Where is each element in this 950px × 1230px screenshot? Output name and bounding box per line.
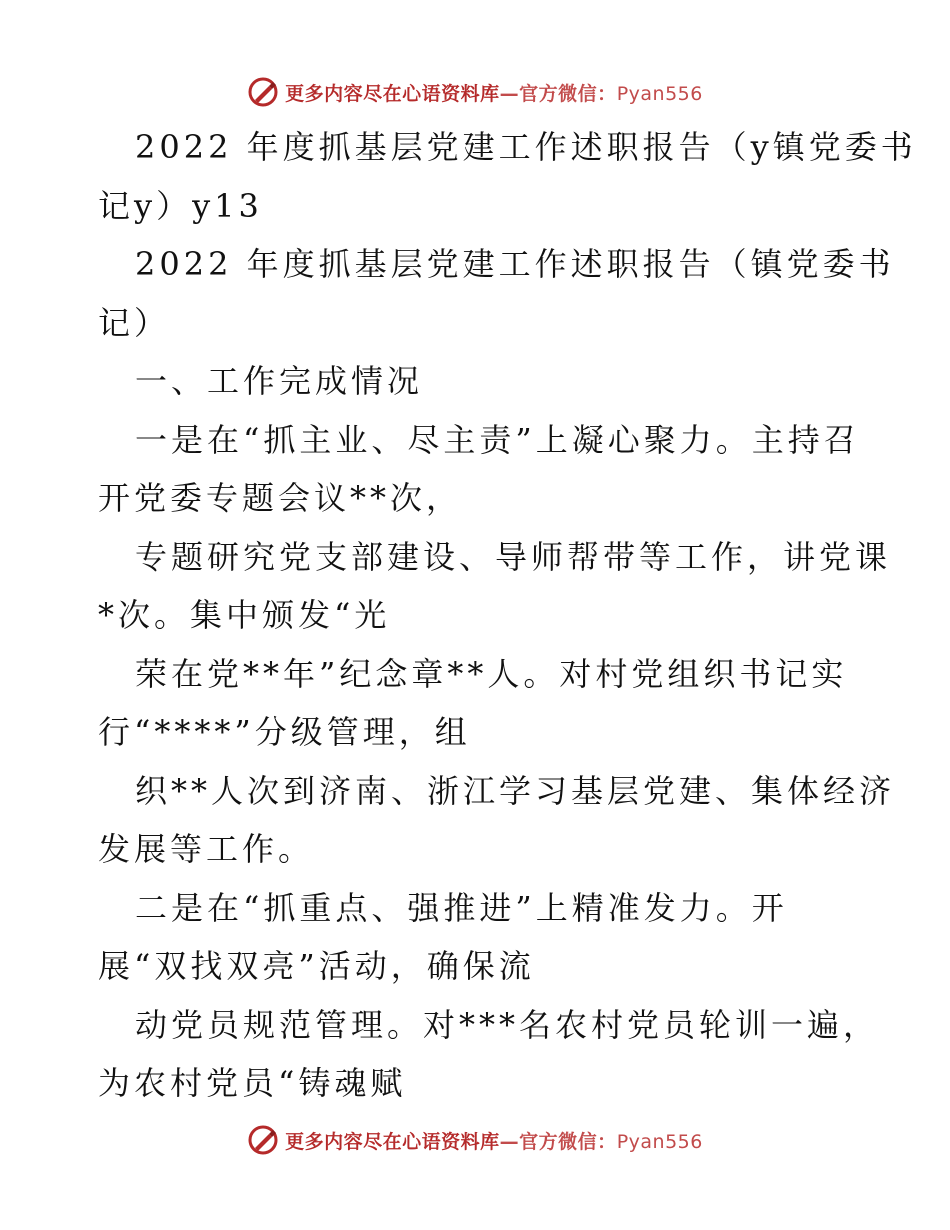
text-line: 荣在党**年”纪念章**人。对村党组织书记实 xyxy=(135,654,848,693)
watermark-text: 更多内容尽在心语资料库—官方微信：Pyan556 xyxy=(285,1130,703,1153)
text-line: 二是在“抓重点、强推进”上精准发力。开 xyxy=(135,888,788,927)
pen-logo-icon xyxy=(247,76,279,108)
text-line: 2022 年度抓基层党建工作述职报告（y镇党委书 xyxy=(135,128,917,166)
text-line: 一、工作完成情况 xyxy=(135,362,424,400)
text-line: 一是在“抓主业、尽主责”上凝心聚力。主持召 xyxy=(135,420,860,459)
text-line: 开党委专题会议**次， xyxy=(98,479,463,517)
footer-watermark xyxy=(0,1120,950,1160)
text-line: 发展等工作。 xyxy=(98,830,315,868)
pen-logo-icon xyxy=(247,1124,279,1156)
document-body xyxy=(98,118,917,1113)
text-line: 记） xyxy=(98,303,171,342)
text-line: 织**人次到济南、浙江学习基层党建、集体经济 xyxy=(135,771,896,810)
text-line: 为农村党员“铸魂赋 xyxy=(98,1064,407,1102)
header-watermark xyxy=(0,72,950,112)
text-line: 2022 年度抓基层党建工作述职报告（镇党委书 xyxy=(135,245,895,283)
text-line: 专题研究党支部建设、导师帮带等工作，讲党课 xyxy=(135,537,892,576)
text-line: 展“双找双亮”活动，确保流 xyxy=(98,947,535,985)
text-line: 记y）y13 xyxy=(98,186,263,225)
text-line: *次。集中颁发“光 xyxy=(98,596,391,634)
text-line: 行“****”分级管理，组 xyxy=(98,713,471,751)
text-line: 动党员规范管理。对***名农村党员轮训一遍， xyxy=(135,1005,880,1044)
watermark-text: 更多内容尽在心语资料库—官方微信：Pyan556 xyxy=(285,82,703,105)
